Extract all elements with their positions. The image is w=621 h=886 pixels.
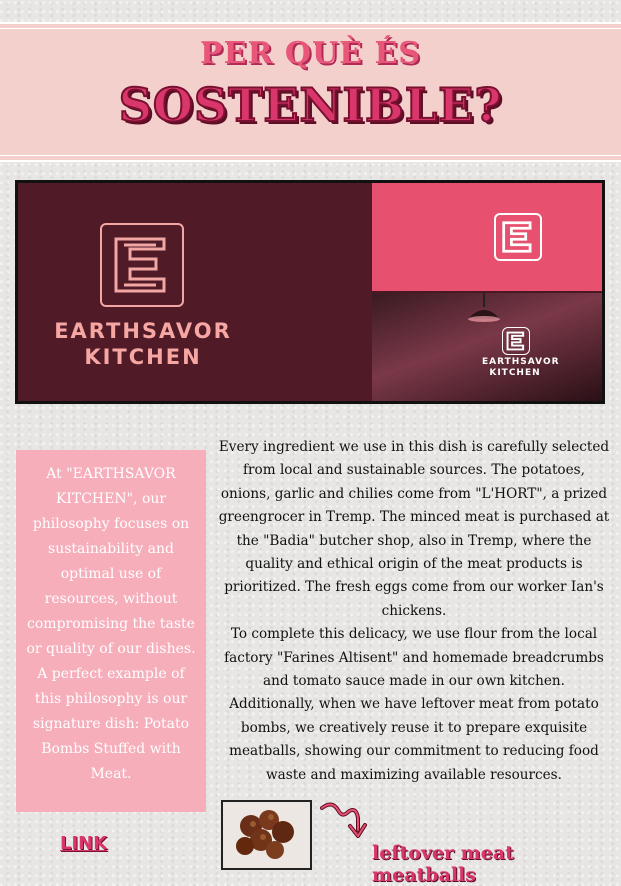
earthsavor-logo-icon: [494, 213, 542, 261]
curved-arrow-icon: [318, 800, 372, 844]
photo-caption: leftover meat meatballs: [372, 842, 514, 886]
meatballs-photo: [221, 800, 312, 870]
link[interactable]: LINK: [60, 833, 108, 854]
banner-restaurant-photo: [372, 293, 602, 401]
page-title: SOSTENIBLE?: [118, 78, 503, 132]
brand-name-line1: EARTHSAVOR: [54, 319, 232, 343]
divider: [0, 155, 621, 156]
earthsavor-logo-icon: [100, 223, 184, 307]
paragraph: Additionally, when we have leftover meat from potato bombs, we creatively reuse it to prepare exquisite meatballs, showing our commitment to reducing food waste and maximizing available resources.: [229, 696, 599, 783]
lamp-icon: [372, 293, 602, 401]
brand-banner: [15, 180, 605, 404]
banner-logo-panel: [18, 183, 372, 401]
small-brand-line1: EARTHSAVOR: [482, 357, 560, 367]
ingredients-description: [218, 436, 610, 787]
philosophy-box: At "EARTHSAVOR KITCHEN", our philosophy focuses on sustainability and optimal use of resources, without compromising the taste or quality of our dishes. A perfect example of this philosophy is our signature dish: Potato Bombs Stuffed with Meat.: [16, 450, 206, 812]
banner-logo-pink: [372, 183, 602, 291]
paragraph: To complete this delicacy, we use flour from the local factory "Farines Altisent" and homemade breadcrumbs and tomato sauce made in our own kitchen.: [224, 626, 604, 690]
title-top: PER QUÈ ÉS: [200, 36, 421, 71]
divider: [0, 28, 621, 29]
brand-name-line2: KITCHEN: [84, 345, 202, 369]
earthsavor-logo-icon: [502, 327, 530, 355]
small-brand-line2: KITCHEN: [489, 368, 541, 378]
paragraph: Every ingredient we use in this dish is carefully selected from local and sustainable sources. The potatoes, onions, garlic and chilies come from "L'HORT", a prized greengrocer in Tremp. The minced meat is purchased at the "Badia" butcher shop, also in Tremp, where the quality and ethical origin of the meat products is prioritized. The fresh eggs come from our worker Ian's chickens.: [218, 439, 610, 619]
